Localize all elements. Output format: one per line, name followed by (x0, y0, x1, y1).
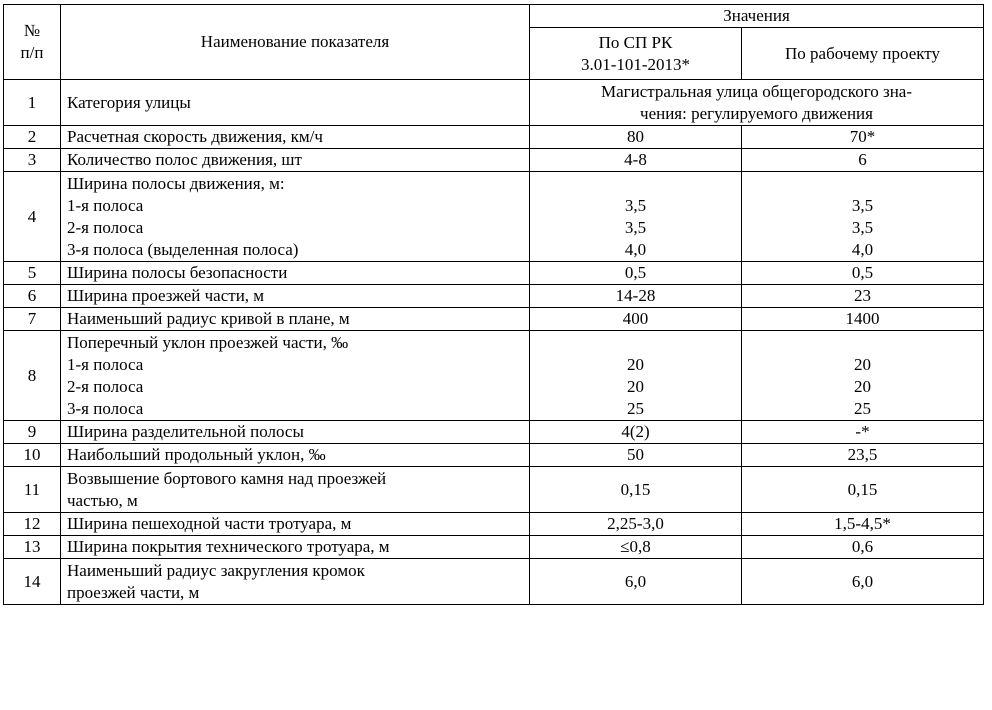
row-merged-value: Магистральная улица общегородского зна- чения: регулируемого движения (530, 80, 984, 126)
table-row (4, 80, 984, 126)
table-row (4, 421, 984, 444)
row-sp-value: ≤0,8 (530, 536, 742, 559)
row-parameter-name: Количество полос движения, шт (61, 149, 530, 172)
row-number: 11 (4, 467, 61, 513)
row-project-value: 20 20 25 (742, 331, 984, 421)
table-row (4, 172, 984, 262)
header-parameter-name: Наименование показателя (61, 5, 530, 80)
row-number: 12 (4, 513, 61, 536)
table-row (4, 262, 984, 285)
row-project-value: 0,15 (742, 467, 984, 513)
row-sp-value: 14-28 (530, 285, 742, 308)
row-parameter-name: Наименьший радиус кривой в плане, м (61, 308, 530, 331)
row-sp-value: 6,0 (530, 559, 742, 605)
row-project-value: 70* (742, 126, 984, 149)
row-project-value: 0,5 (742, 262, 984, 285)
row-sp-value: 0,5 (530, 262, 742, 285)
table-row (4, 149, 984, 172)
row-project-value: 1400 (742, 308, 984, 331)
row-project-value: 23 (742, 285, 984, 308)
row-sp-value: 4(2) (530, 421, 742, 444)
row-number: 3 (4, 149, 61, 172)
header-work-project: По рабочему проекту (742, 28, 984, 80)
row-parameter-name: Ширина разделительной полосы (61, 421, 530, 444)
row-sp-value: 80 (530, 126, 742, 149)
row-parameter-name: Расчетная скорость движения, км/ч (61, 126, 530, 149)
row-sp-value: 400 (530, 308, 742, 331)
row-number: 7 (4, 308, 61, 331)
row-parameter-name: Ширина пешеходной части тротуара, м (61, 513, 530, 536)
row-project-value: 1,5-4,5* (742, 513, 984, 536)
row-number: 10 (4, 444, 61, 467)
table-row (4, 126, 984, 149)
row-parameter-name: Ширина проезжей части, м (61, 285, 530, 308)
table-row (4, 536, 984, 559)
row-parameter-name: Наибольший продольный уклон, ‰ (61, 444, 530, 467)
row-number: 9 (4, 421, 61, 444)
header-row-1 (4, 5, 984, 28)
row-project-value: 23,5 (742, 444, 984, 467)
row-parameter-name: Ширина полосы движения, м: 1-я полоса 2-я полоса 3-я полоса (выделенная полоса) (61, 172, 530, 262)
row-sp-value: 3,5 3,5 4,0 (530, 172, 742, 262)
row-parameter-name: Категория улицы (61, 80, 530, 126)
table-row (4, 513, 984, 536)
header-values: Значения (530, 5, 984, 28)
row-number: 13 (4, 536, 61, 559)
header-sp-rk: По СП РК 3.01-101-2013* (530, 28, 742, 80)
row-number: 6 (4, 285, 61, 308)
row-number: 2 (4, 126, 61, 149)
row-sp-value: 0,15 (530, 467, 742, 513)
row-number: 1 (4, 80, 61, 126)
row-parameter-name: Ширина покрытия технического тротуара, м (61, 536, 530, 559)
row-parameter-name: Ширина полосы безопасности (61, 262, 530, 285)
row-project-value: 3,5 3,5 4,0 (742, 172, 984, 262)
row-project-value: 6 (742, 149, 984, 172)
row-sp-value: 50 (530, 444, 742, 467)
table-row (4, 308, 984, 331)
table-row (4, 285, 984, 308)
row-sp-value: 20 20 25 (530, 331, 742, 421)
table-row (4, 331, 984, 421)
row-parameter-name: Наименьший радиус закругления кромок проезжей части, м (61, 559, 530, 605)
row-number: 4 (4, 172, 61, 262)
row-project-value: 0,6 (742, 536, 984, 559)
table-row (4, 467, 984, 513)
row-project-value: -* (742, 421, 984, 444)
header-number: № п/п (4, 5, 61, 80)
row-sp-value: 4-8 (530, 149, 742, 172)
parameters-table (3, 4, 984, 605)
row-parameter-name: Возвышение бортового камня над проезжей частью, м (61, 467, 530, 513)
table-body (4, 80, 984, 605)
row-number: 5 (4, 262, 61, 285)
row-number: 8 (4, 331, 61, 421)
row-parameter-name: Поперечный уклон проезжей части, ‰ 1-я полоса 2-я полоса 3-я полоса (61, 331, 530, 421)
table-row (4, 444, 984, 467)
row-number: 14 (4, 559, 61, 605)
row-sp-value: 2,25-3,0 (530, 513, 742, 536)
table-row (4, 559, 984, 605)
row-project-value: 6,0 (742, 559, 984, 605)
